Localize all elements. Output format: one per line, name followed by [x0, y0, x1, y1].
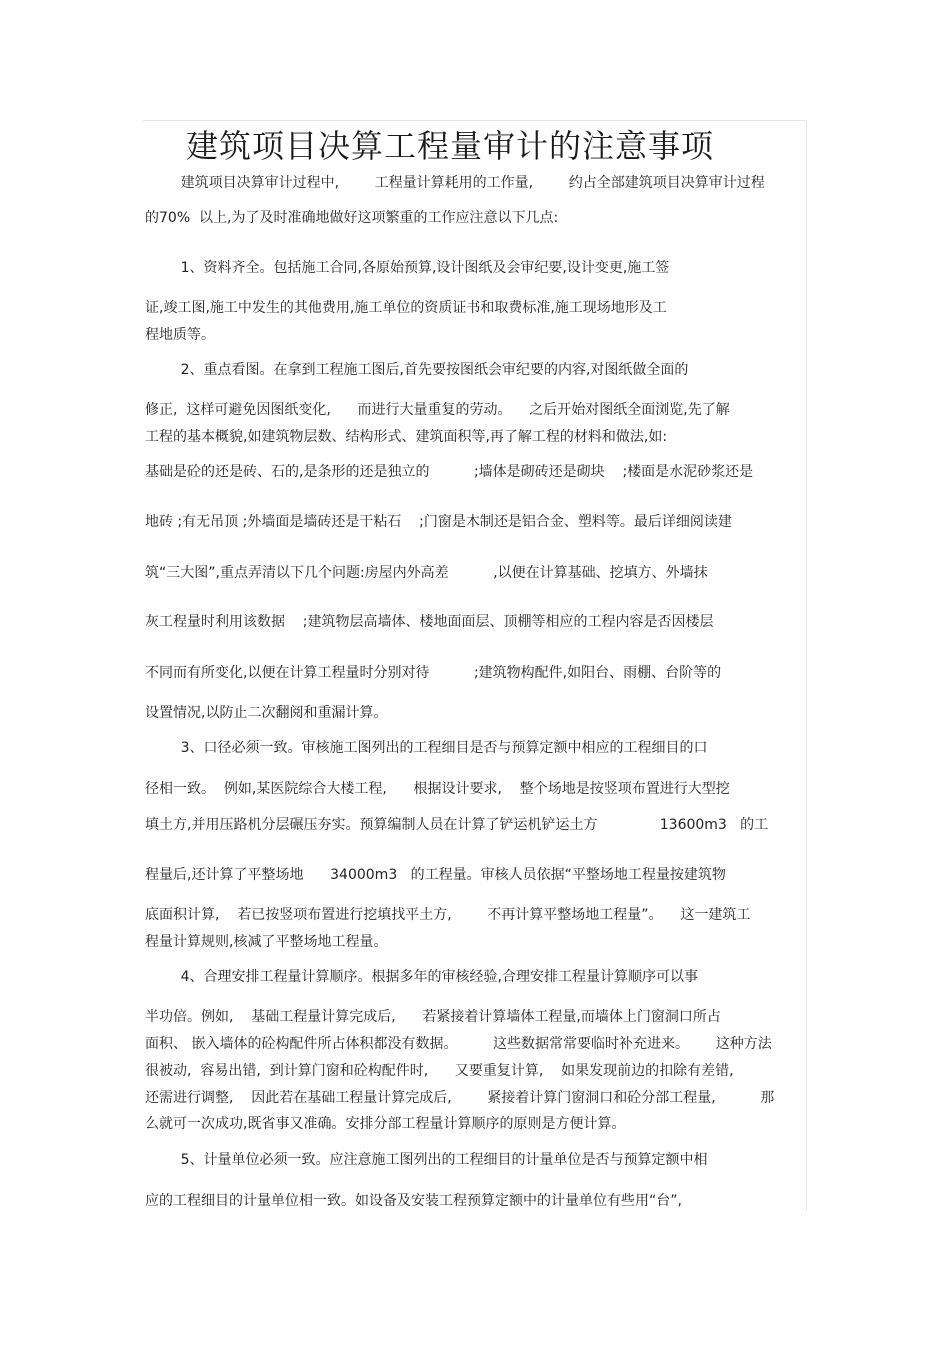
paragraph-line: 建筑项目决算审计过程中, 工程量计算耗用的工作量, 约占全部建筑项目决算审计过程 [145, 175, 765, 191]
paragraph-line: 应的工程细目的计量单位相一致。如设备及安装工程预算定额中的计量单位有些用“台”, [145, 1193, 682, 1209]
paragraph-line: 填土方,并用压路机分层碾压夯实。预算编制人员在计算了铲运机铲运土方 13600m3 的工 [145, 817, 769, 833]
paragraph-line: 2、重点看图。在拿到工程施工图后,首先要按图纸会审纪要的内容,对图纸做全面的 [145, 362, 689, 378]
document-title: 建筑项目决算工程量审计的注意事项 [186, 127, 715, 165]
paragraph-line: 程量计算规则,核减了平整场地工程量。 [145, 934, 388, 950]
paragraph-line: 面积、 嵌入墙体的砼构配件所占体积都没有数据。 这些数据常常要临时补充进来。 这种方法 [145, 1036, 772, 1052]
paragraph-line: 的70% 以上,为了及时准确地做好这项繁重的工作应注意以下几点: [145, 210, 559, 226]
paragraph-line: 基础是砼的还是砖、石的,是条形的还是独立的 ;墙体是砌砖还是砌块 ;楼面是水泥砂浆还是 [145, 464, 754, 480]
paragraph-line: 径相一致。 例如,某医院综合大楼工程, 根据设计要求, 整个场地是按竖项布置进行大型挖 [145, 781, 730, 797]
paragraph-line: 底面积计算, 若已按竖项布置进行挖填找平土方, 不再计算平整场地工程量”。 这一建筑工 [145, 907, 751, 923]
paragraph-line: 设置情况,以防止二次翻阅和重漏计算。 [145, 705, 388, 721]
paragraph-line: 不同而有所变化,以便在计算工程量时分别对待 ;建筑物构配件,如阳台、雨棚、台阶等的 [145, 665, 722, 681]
paragraph-line: 灰工程量时利用该数据 ;建筑物层高墙体、楼地面面层、顶棚等相应的工程内容是否因楼层 [145, 614, 714, 630]
paragraph-line: 半功倍。例如, 基础工程量计算完成后, 若紧接着计算墙体工程量,而墙体上门窗洞口所占 [145, 1009, 721, 1025]
paragraph-line: 程地质等。 [145, 327, 215, 343]
paragraph-line: 筑“三大图”,重点弄清以下几个问题:房屋内外高差 ,以便在计算基础、挖填方、外墙抹 [145, 565, 708, 581]
paragraph-line: 5、计量单位必须一致。应注意施工图列出的工程细目的计量单位是否与预算定额中相 [145, 1152, 708, 1168]
paragraph-line: 么就可一次成功,既省事又准确。安排分部工程量计算顺序的原则是方便计算。 [145, 1116, 626, 1132]
paragraph-line: 4、合理安排工程量计算顺序。根据多年的审核经验,合理安排工程量计算顺序可以事 [145, 969, 698, 985]
paragraph-line: 修正, 这样可避免因图纸变化, 而进行大量重复的劳动。 之后开始对图纸全面浏览,先了解 [145, 402, 730, 418]
paragraph-line: 工程的基本概貌,如建筑物层数、结构形式、建筑面积等,再了解工程的材料和做法,如: [145, 429, 668, 445]
paragraph-line: 地砖 ;有无吊顶 ;外墙面是墙砖还是干粘石 ;门窗是木制还是铝合金、塑料等。最后详细阅读建 [145, 514, 732, 530]
paragraph-line: 程量后,还计算了平整场地 34000m3 的工程量。审核人员依据“平整场地工程量按建筑物 [145, 867, 726, 883]
paragraph-line: 证,竣工图,施工中发生的其他费用,施工单位的资质证书和取费标准,施工现场地形及工 [145, 300, 667, 316]
paragraph-line: 还需进行调整, 因此若在基础工程量计算完成后, 紧接着计算门窗洞口和砼分部工程量, 那 [145, 1090, 775, 1106]
paragraph-line: 3、口径必须一致。审核施工图列出的工程细目是否与预算定额中相应的工程细目的口 [145, 740, 708, 756]
paragraph-line: 1、资料齐全。包括施工合同,各原始预算,设计图纸及会审纪要,设计变更,施工签 [145, 260, 670, 276]
paragraph-line: 很被动, 容易出错, 到计算门窗和砼构配件时, 又要重复计算, 如果发现前边的扣除有差错, [145, 1063, 734, 1079]
